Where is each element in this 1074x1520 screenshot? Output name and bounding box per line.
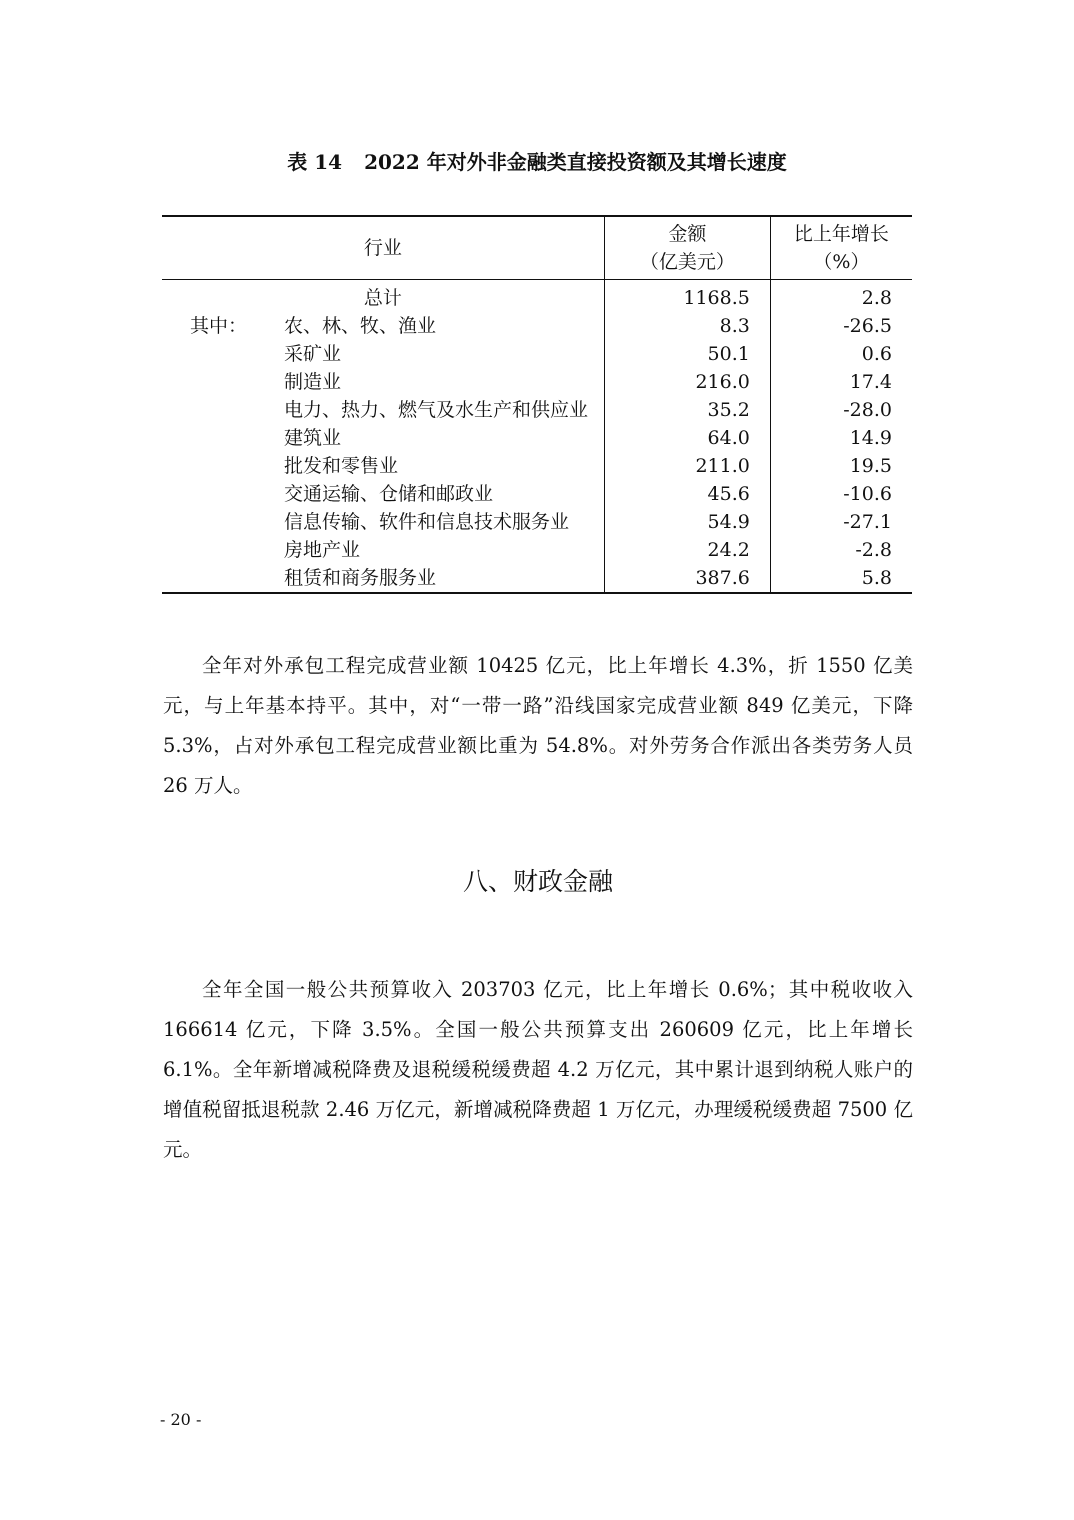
row-label xyxy=(162,368,604,396)
row-growth: 0.6 xyxy=(770,340,912,368)
row-growth: -26.5 xyxy=(770,312,912,340)
row-label-text: 采矿业 xyxy=(284,343,342,365)
row-label xyxy=(162,340,604,368)
header-amount-line2: （亿美元） xyxy=(639,251,735,273)
row-label xyxy=(162,424,604,452)
header-growth-line1: 比上年增长 xyxy=(793,223,889,245)
table-row xyxy=(162,340,912,368)
table-row xyxy=(162,536,912,564)
row-label xyxy=(162,396,604,424)
row-label xyxy=(162,312,604,340)
row-label-text: 交通运输、仓储和邮政业 xyxy=(284,483,494,505)
row-label-text: 建筑业 xyxy=(284,427,342,449)
row-label xyxy=(162,564,604,593)
row-amount: 50.1 xyxy=(604,340,770,368)
table-row xyxy=(162,480,912,508)
table-row xyxy=(162,368,912,396)
row-label-text: 租赁和商务服务业 xyxy=(284,567,437,589)
row-total-growth: 2.8 xyxy=(770,280,912,313)
header-amount xyxy=(604,216,770,280)
row-label xyxy=(162,508,604,536)
row-growth: 14.9 xyxy=(770,424,912,452)
row-amount: 64.0 xyxy=(604,424,770,452)
row-amount: 216.0 xyxy=(604,368,770,396)
table-row-total xyxy=(162,280,912,313)
table-row xyxy=(162,508,912,536)
investment-table xyxy=(162,215,912,594)
row-label-text: 信息传输、软件和信息技术服务业 xyxy=(284,511,570,533)
row-label xyxy=(162,536,604,564)
row-growth: -28.0 xyxy=(770,396,912,424)
table-row xyxy=(162,424,912,452)
row-total-label: 总计 xyxy=(363,287,402,309)
table-row xyxy=(162,452,912,480)
row-growth: 17.4 xyxy=(770,368,912,396)
row-label-text: 电力、热力、燃气及水生产和供应业 xyxy=(284,399,589,421)
row-amount: 24.2 xyxy=(604,536,770,564)
table-title-text: 2022 年对外非金融类直接投资额及其增长速度 xyxy=(364,150,787,174)
header-growth xyxy=(770,216,912,280)
table-row xyxy=(162,564,912,593)
row-amount: 54.9 xyxy=(604,508,770,536)
header-industry: 行业 xyxy=(162,216,604,280)
row-label-text: 制造业 xyxy=(284,371,342,393)
row-label-text: 房地产业 xyxy=(284,539,361,561)
table-header-row xyxy=(162,216,912,280)
row-label xyxy=(162,452,604,480)
row-growth: -10.6 xyxy=(770,480,912,508)
table-row xyxy=(162,396,912,424)
row-amount: 8.3 xyxy=(604,312,770,340)
section-heading: 八、财政金融 xyxy=(462,867,613,896)
row-growth: 5.8 xyxy=(770,564,912,593)
row-growth: -2.8 xyxy=(770,536,912,564)
table-row xyxy=(162,312,912,340)
paragraph-fiscal: 全年全国一般公共预算收入 203703 亿元，比上年增长 0.6%；其中税收收入 166614 亿元，下降 3.5%。全国一般公共预算支出 260609 亿元，比上年增长 6.1%。全年新增减税降费及退税缓税缓费超 4.2 万亿元，其中累计退到纳税人账户的增值税留抵退税款 2.46 万亿元，新增减税降费超 1 万亿元，办理缓税缓费超 7500 亿元。 xyxy=(163,978,913,1161)
header-growth-line2: （%） xyxy=(813,251,870,273)
row-prefix: 其中： xyxy=(190,315,248,337)
row-total-amount: 1168.5 xyxy=(604,280,770,313)
row-amount: 45.6 xyxy=(604,480,770,508)
paragraph-contracting: 全年对外承包工程完成营业额 10425 亿元，比上年增长 4.3%，折 1550 亿美元，与上年基本持平。其中，对“一带一路”沿线国家完成营业额 849 亿美元，下降 5.3%，占对外承包工程完成营业额比重为 54.8%。对外劳务合作派出各类劳务人员 26 万人。 xyxy=(163,654,913,797)
row-amount: 387.6 xyxy=(604,564,770,593)
row-growth: -27.1 xyxy=(770,508,912,536)
row-label-text: 批发和零售业 xyxy=(284,455,399,477)
row-label xyxy=(162,480,604,508)
row-growth: 19.5 xyxy=(770,452,912,480)
header-amount-line1: 金额 xyxy=(668,223,707,245)
table-number: 表 14 xyxy=(287,150,343,174)
row-amount: 211.0 xyxy=(604,452,770,480)
page-number: - 20 - xyxy=(160,1410,202,1429)
row-amount: 35.2 xyxy=(604,396,770,424)
row-label-text: 农、林、牧、渔业 xyxy=(284,315,437,337)
table-title xyxy=(162,146,912,175)
